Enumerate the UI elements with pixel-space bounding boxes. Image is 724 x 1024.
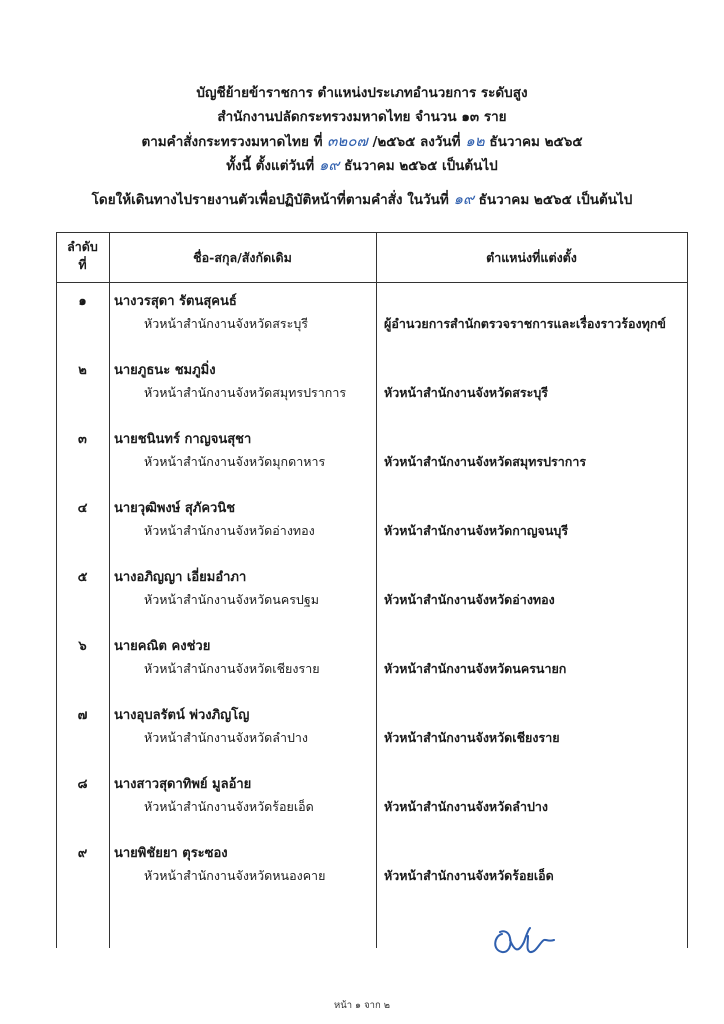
- header-effective-line: [0, 156, 724, 175]
- person-name: นายพิชัยยา ตุระซอง: [114, 846, 228, 861]
- previous-position: หัวหน้าสำนักงานจังหวัดมุกดาหาร: [144, 454, 326, 469]
- row-number: ๒: [78, 363, 87, 378]
- person-name: นางสาวสุดาทิพย์ มูลอ้าย: [114, 777, 252, 792]
- table-row: [56, 428, 688, 498]
- previous-position: หัวหน้าสำนักงานจังหวัดเชียงราย: [144, 661, 320, 676]
- appointed-position: หัวหน้าสำนักงานจังหวัดลำปาง: [384, 799, 549, 814]
- table-row: [56, 359, 688, 429]
- header-agency: สำนักงานปลัดกระทรวงมหาดไทย จำนวน ๑๓ ราย: [217, 109, 507, 125]
- appointed-position: หัวหน้าสำนักงานจังหวัดเชียงราย: [384, 730, 560, 745]
- appointed-position: หัวหน้าสำนักงานจังหวัดอ่างทอง: [384, 592, 555, 607]
- person-name: นายวุฒิพงษ์ สุภัควนิช: [114, 501, 236, 516]
- report-prefix: โดยให้เดินทางไปรายงานตัวเพื่อปฏิบัติหน้าที่ตามคำสั่ง ในวันที่: [91, 192, 449, 208]
- table-top-border: [56, 232, 688, 233]
- previous-position: หัวหน้าสำนักงานจังหวัดลำปาง: [144, 730, 309, 745]
- table-row: [56, 773, 688, 843]
- col-header-no-line1: ลำดับ: [67, 239, 98, 254]
- row-number: ๓: [78, 432, 87, 447]
- appointed-position: ผู้อำนวยการสำนักตรวจราชการและเรื่องราวร้องทุกข์: [384, 316, 666, 331]
- appointed-position: หัวหน้าสำนักงานจังหวัดสมุทรปราการ: [384, 454, 587, 469]
- person-name: นายชนินทร์ กาญจนสุชา: [114, 432, 252, 447]
- report-suffix: ธันวาคม ๒๕๖๕ เป็นต้นไป: [478, 192, 633, 208]
- previous-position: หัวหน้าสำนักงานจังหวัดหนองคาย: [144, 868, 326, 883]
- col-header-no-line2: ที่: [78, 257, 87, 272]
- effective-day: ๑๙: [318, 156, 340, 174]
- header-title: บัญชีย้ายข้าราชการ ตำแหน่งประเภทอำนวยการ ระดับสูง: [196, 85, 528, 101]
- col-header-position: ตำแหน่งที่แต่งตั้ง: [486, 250, 577, 265]
- page-number: หน้า ๑ จาก ๒: [333, 1000, 391, 1011]
- person-name: นางอุบลรัตน์ พ่วงภิญโญ: [114, 708, 250, 723]
- table-row: [56, 704, 688, 774]
- order-prefix: ตามคำสั่งกระทรวงมหาดไทย ที่: [141, 134, 323, 150]
- transfer-table: [56, 232, 688, 948]
- row-number: ๖: [78, 639, 87, 654]
- table-row: [56, 290, 688, 360]
- order-mid: /๒๕๖๕ ลงวันที่: [372, 134, 461, 150]
- row-number: ๗: [77, 708, 88, 723]
- table-row: [56, 497, 688, 567]
- row-number: ๘: [77, 777, 88, 792]
- person-name: นางวรสุดา รัตนสุคนธ์: [114, 294, 237, 309]
- header-order-line: [0, 132, 724, 151]
- appointed-position: หัวหน้าสำนักงานจังหวัดสระบุรี: [384, 385, 549, 400]
- table-header-border: [56, 282, 688, 283]
- table-row: [56, 842, 688, 912]
- signature-icon: [488, 924, 558, 960]
- previous-position: หัวหน้าสำนักงานจังหวัดสระบุรี: [144, 316, 309, 331]
- table-row: [56, 566, 688, 636]
- effective-suffix: ธันวาคม ๒๕๖๕ เป็นต้นไป: [344, 158, 498, 174]
- col-header-name: ชื่อ-สกุล/สังกัดเดิม: [193, 250, 292, 265]
- appointed-position: หัวหน้าสำนักงานจังหวัดร้อยเอ็ด: [384, 868, 554, 883]
- person-name: นายภูธนะ ชมภูมิ่ง: [114, 363, 216, 378]
- table-row: [56, 635, 688, 705]
- previous-position: หัวหน้าสำนักงานจังหวัดสมุทรปราการ: [144, 385, 347, 400]
- row-number: ๔: [77, 501, 88, 516]
- previous-position: หัวหน้าสำนักงานจังหวัดอ่างทอง: [144, 523, 315, 538]
- report-day: ๑๙: [453, 190, 474, 208]
- row-number: ๑: [78, 294, 87, 309]
- order-suffix: ธันวาคม ๒๕๖๕: [489, 134, 583, 150]
- row-number: ๕: [77, 570, 88, 585]
- appointed-position: หัวหน้าสำนักงานจังหวัดนครนายก: [384, 661, 567, 676]
- order-day: ๑๒: [465, 132, 485, 150]
- person-name: นายคณิต คงช่วย: [114, 639, 211, 654]
- appointed-position: หัวหน้าสำนักงานจังหวัดกาญจนบุรี: [384, 523, 569, 538]
- previous-position: หัวหน้าสำนักงานจังหวัดนครปฐม: [144, 592, 319, 607]
- effective-prefix: ทั้งนี้ ตั้งแต่วันที่: [226, 158, 315, 174]
- col-header-no: [56, 238, 109, 274]
- previous-position: หัวหน้าสำนักงานจังหวัดร้อยเอ็ด: [144, 799, 314, 814]
- order-number: ๓๒๐๗: [327, 132, 368, 150]
- person-name: นางอภิญญา เอี่ยมอำภา: [114, 570, 247, 585]
- header-report-line: [0, 190, 724, 209]
- row-number: ๙: [77, 846, 88, 861]
